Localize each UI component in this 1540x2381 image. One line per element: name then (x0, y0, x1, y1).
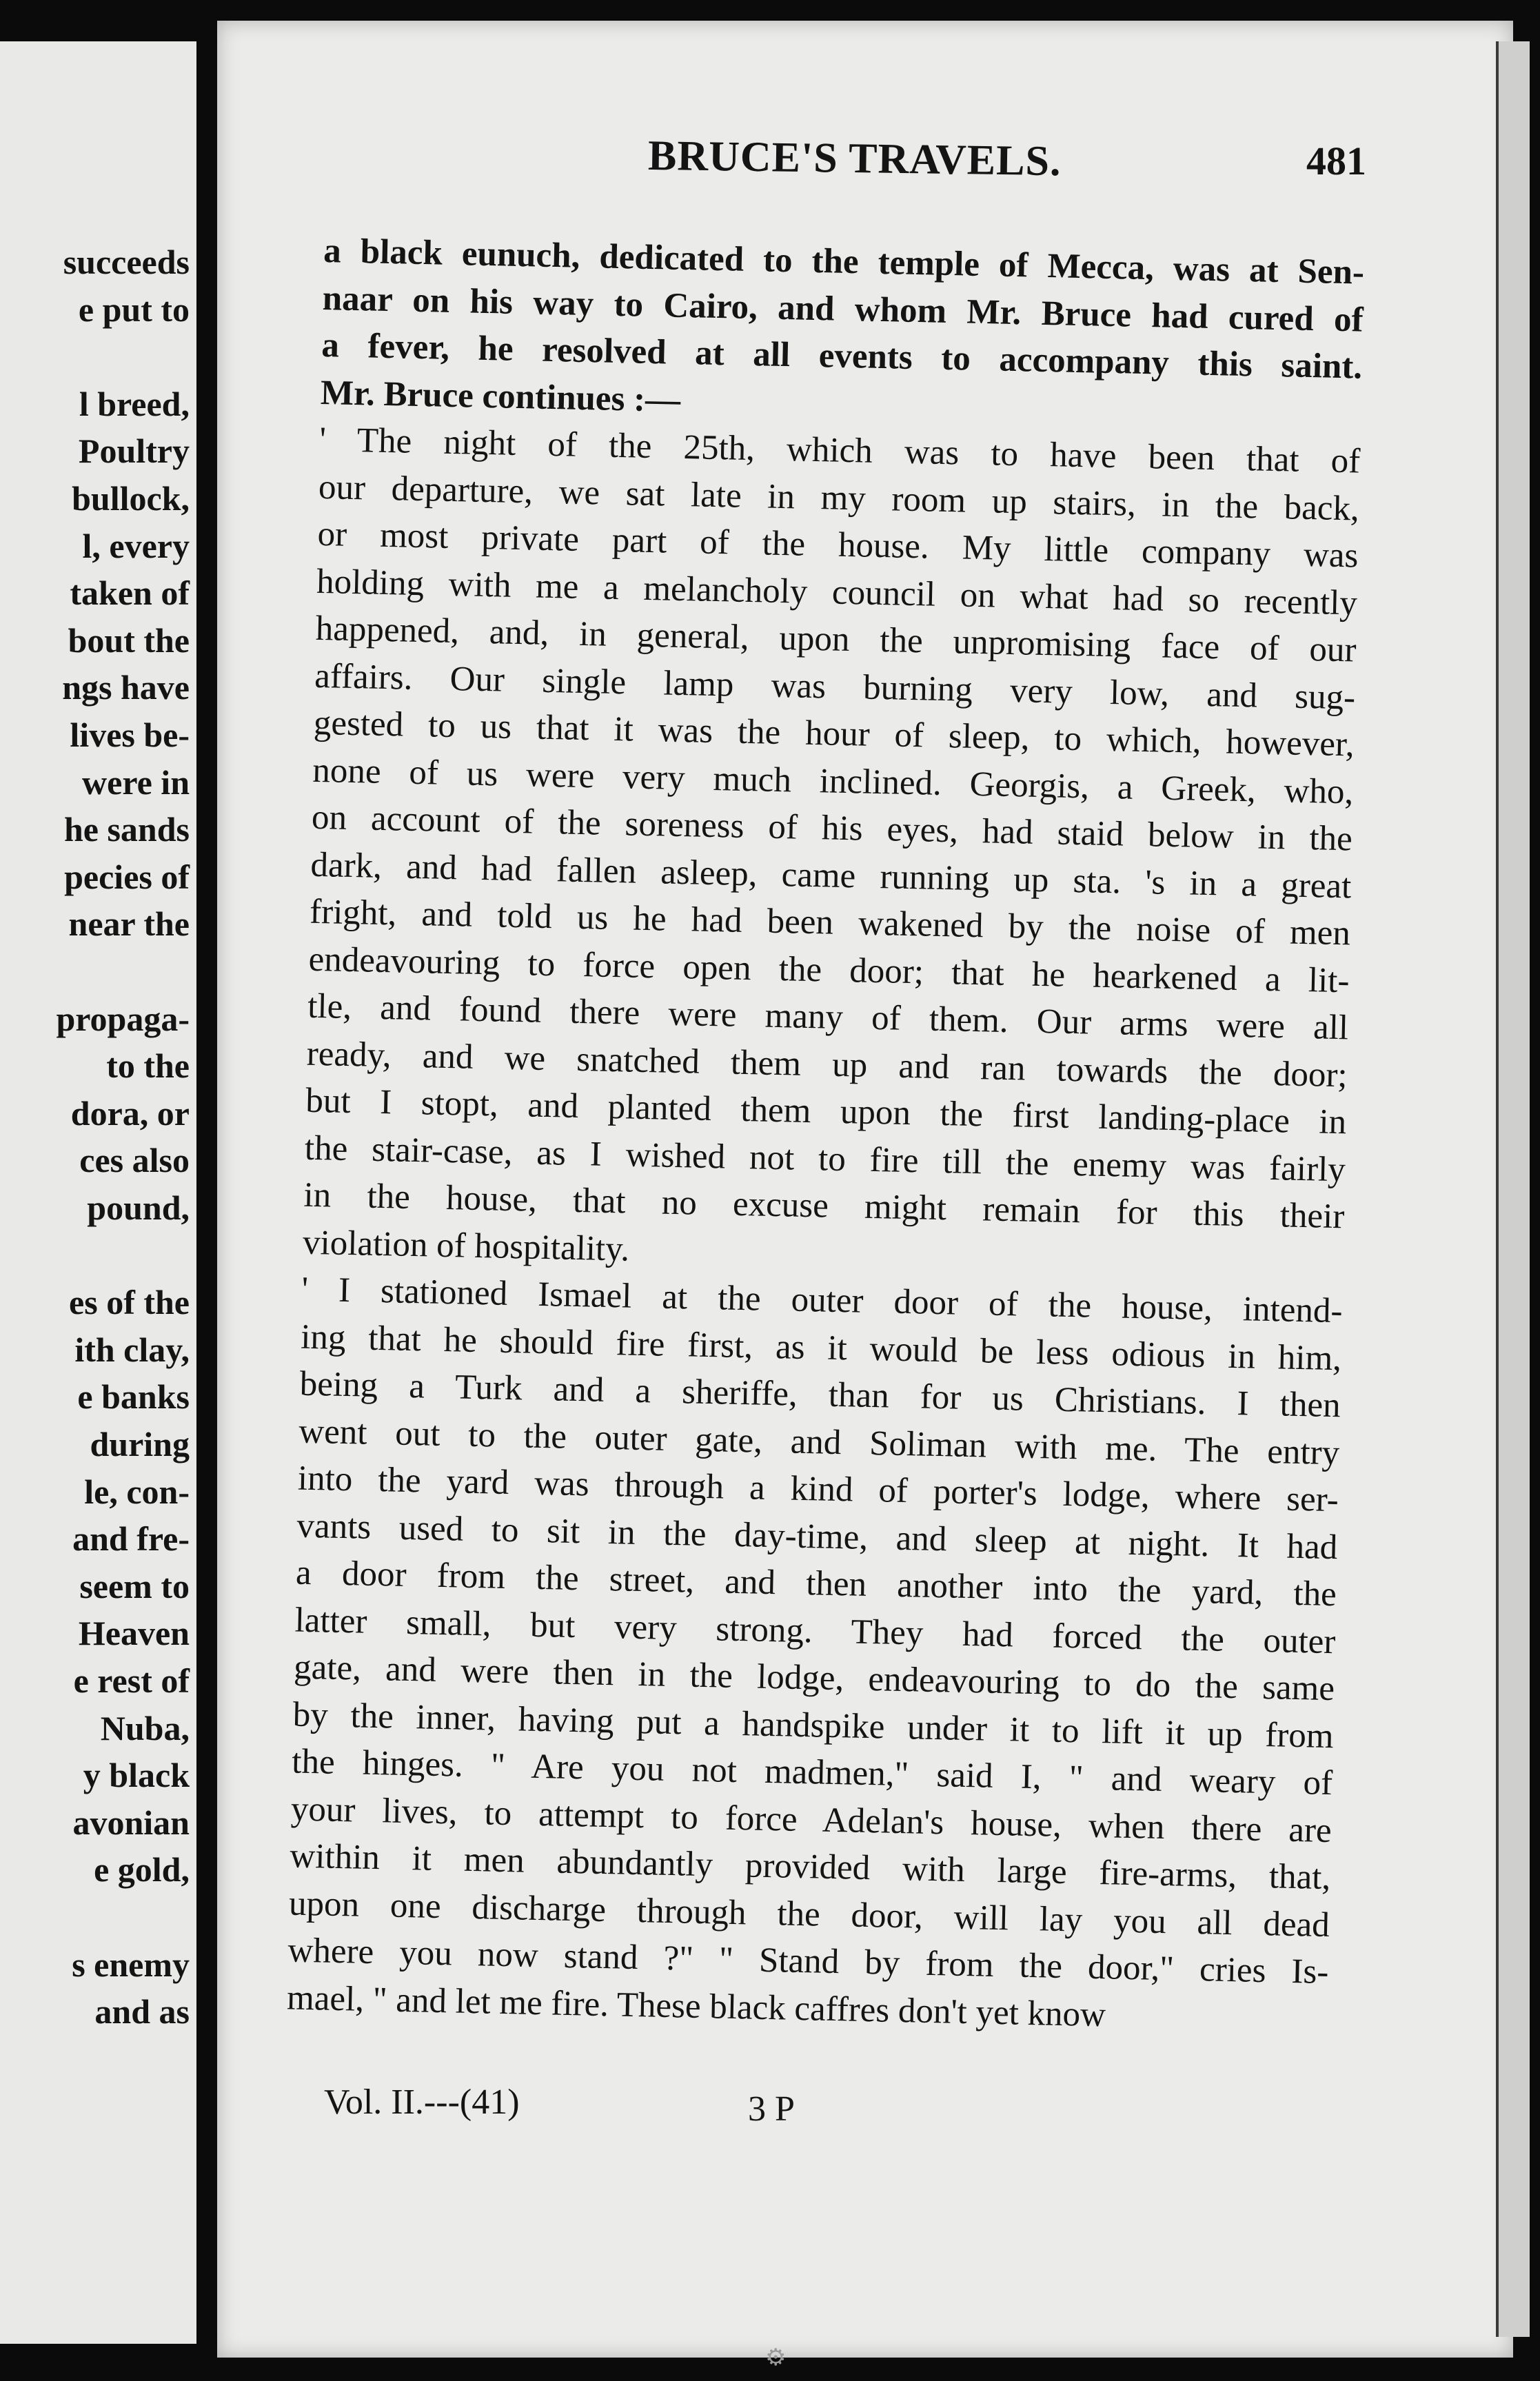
body-line: naar on his way to Cairo, and whom Mr. Bruce had cured of (322, 278, 1364, 340)
left-page-line: were in (82, 762, 190, 802)
left-page-line: bout the (68, 620, 190, 660)
body-line: ready, and we snatched them up and ran towards the door; (306, 1034, 1348, 1095)
body-line: ing that he should fire first, as it would be less odious in him, (300, 1317, 1342, 1378)
left-page-line: y black (83, 1756, 190, 1795)
body-line: endeavouring to force open the door; that he hearkened a lit- (308, 940, 1350, 1000)
body-line: the stair-case, as I wished not to fire till the enemy was fairly (304, 1128, 1346, 1189)
body-line: ' I stationed Ismael at the outer door of the house, intend- (301, 1270, 1343, 1331)
body-line: on account of the soreness of his eyes, had staid below in the (311, 798, 1353, 859)
body-line: fright, and told us he had been wakened by the noise of men (309, 892, 1351, 953)
left-page-line: s enemy (72, 1945, 190, 1984)
body-line: but I stopt, and planted them upon the first landing-place in (305, 1081, 1347, 1142)
body-line: upon one discharge through the door, will lay you all dead (288, 1883, 1330, 1945)
body-line: affairs. Our single lamp was burning very low, and sug- (314, 656, 1356, 717)
left-page-line: pound, (87, 1188, 190, 1227)
left-page-line: seem to (79, 1566, 190, 1605)
body-line: gate, and were then in the lodge, endeavouring to do the same (293, 1648, 1335, 1709)
left-page-line: near the (68, 904, 190, 944)
body-line: mael, " and let me fire. These black caffres don't yet know (286, 1978, 1106, 2034)
body-line: our departure, we sat late in my room up stairs, in the back, (318, 467, 1360, 529)
body-line: or most private part of the house. My little company was (317, 514, 1359, 576)
left-page-line: e put to (78, 290, 190, 329)
left-page-line: Heaven (78, 1614, 190, 1653)
left-page-line: ngs have (62, 668, 190, 707)
body-line: violation of hospitality. (302, 1223, 630, 1269)
body-line: where you now stand ?" " Stand by from the door," cries Is- (287, 1931, 1329, 1992)
left-page-line: succeeds (63, 243, 190, 281)
body-line: latter small, but very strong. They had forced the outer (294, 1601, 1336, 1661)
signature-mark: 3 P (748, 2089, 795, 2129)
body-line: within it men abundantly provided with large fire-arms, that, (289, 1836, 1331, 1898)
body-line: your lives, to attempt to force Adelan's house, when there are (290, 1790, 1333, 1850)
body-line: gested to us that it was the hour of sleep, to which, however, (313, 703, 1355, 764)
left-page-line: avonian (72, 1803, 190, 1842)
left-page-line: bullock, (72, 479, 190, 518)
left-page-line: e banks (77, 1377, 190, 1417)
body-line: dark, and had fallen asleep, came running up sta. 's in a great (310, 845, 1352, 906)
left-page-line: he sands (63, 810, 190, 849)
left-page-line: e rest of (73, 1661, 190, 1700)
body-line: being a Turk and a sheriffe, than for us Christians. I then (299, 1364, 1341, 1426)
left-page-line: taken of (70, 574, 190, 613)
left-page-line: during (90, 1425, 190, 1463)
volume-footer: Vol. II.---(41) (324, 2083, 520, 2122)
running-header-title: BRUCE'S TRAVELS. (647, 132, 1062, 185)
body-line: happened, and, in general, upon the unpromising face of our (315, 609, 1357, 670)
left-page-line: Nuba, (100, 1708, 190, 1747)
left-page-line: dora, or (70, 1093, 190, 1133)
left-page-line: l, every (82, 526, 190, 565)
body-line: none of us were very much inclined. Georgis, a Greek, who, (312, 751, 1354, 811)
left-page-line: ith clay, (74, 1330, 190, 1369)
left-page-line: lives be- (70, 716, 190, 754)
facing-page-fragment (0, 41, 196, 2344)
body-line: a door from the street, and then another into the yard, the (295, 1553, 1337, 1614)
body-line: a black eunuch, dedicated to the temple of Mecca, was at Sen- (323, 231, 1365, 292)
page-edge (1496, 41, 1530, 2337)
body-line: vants used to sit in the day-time, and sleep at night. It had (296, 1506, 1338, 1567)
body-line: tle, and found there were many of them. Our arms were all (307, 986, 1349, 1048)
body-line: into the yard was through a kind of porter's lodge, where ser- (297, 1459, 1339, 1520)
left-page-line: and fre- (72, 1519, 190, 1559)
left-page-line: ces also (79, 1141, 190, 1180)
left-page-line: l breed, (79, 384, 190, 423)
scan-mark-icon: ⚙ (765, 2345, 787, 2371)
body-line: holding with me a melancholy council on what had so recently (316, 562, 1358, 623)
body-line: a fever, he resolved at all events to accompany this saint. (321, 325, 1363, 387)
left-page-line: pecies of (64, 857, 190, 896)
body-text (286, 227, 1364, 2043)
left-page-line: and as (94, 1992, 190, 2032)
body-line: in the house, that no excuse might remain for this their (303, 1175, 1345, 1237)
body-line: went out to the outer gate, and Soliman with me. The entry (298, 1412, 1340, 1472)
left-page-line: Poultry (78, 432, 190, 471)
left-page-line: to the (106, 1046, 190, 1086)
page-number: 481 (1306, 139, 1366, 183)
body-line: ' The night of the 25th, which was to have been that of (318, 420, 1361, 481)
left-page-line: le, con- (84, 1472, 190, 1511)
left-page-line: propaga- (56, 999, 190, 1038)
left-page-line: es of the (69, 1283, 190, 1322)
body-line: Mr. Bruce continues :— (320, 373, 681, 420)
body-line: by the inner, having put a handspike under it to lift it up from (292, 1695, 1335, 1756)
body-line: the hinges. " Are you not madmen," said I, " and weary of (291, 1742, 1333, 1803)
left-page-line: e gold, (94, 1850, 190, 1889)
